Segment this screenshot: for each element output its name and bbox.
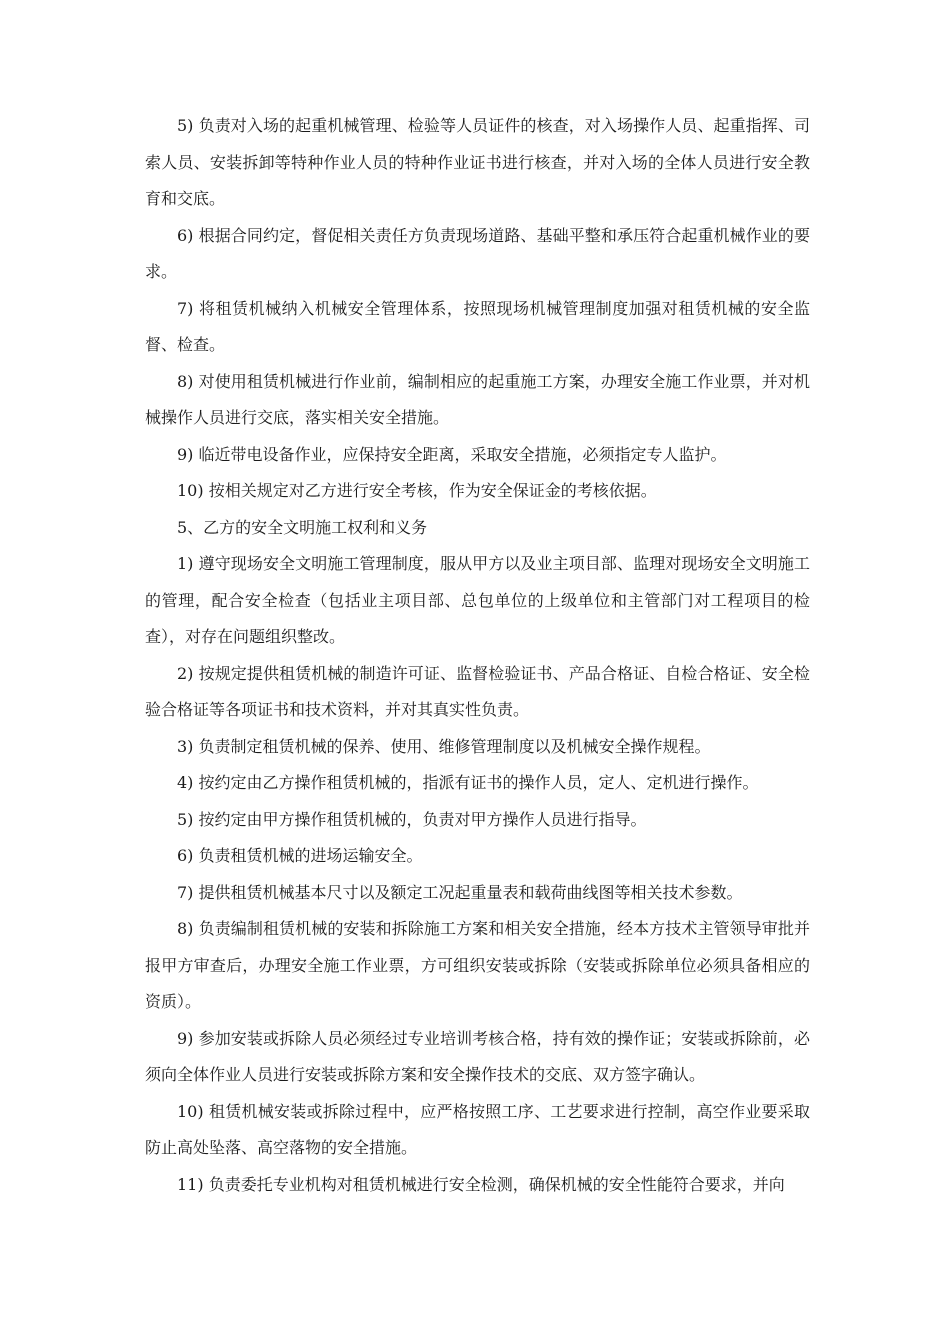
paragraph-item-1-party-b: 1) 遵守现场安全文明施工管理制度，服从甲方以及业主项目部、监理对现场安全文明施工的管理，配合安全检查（包括业主项目部、总包单位的上级单位和主管部门对工程项目的检查），对存在问题组织整改。: [145, 554, 810, 646]
paragraph-item-5-party-b: 5) 按约定由甲方操作租赁机械的，负责对甲方操作人员进行指导。: [177, 809, 647, 829]
document-body: [145, 108, 810, 1203]
section-heading-party-b: 5、乙方的安全文明施工权利和义务: [177, 517, 428, 537]
paragraph-item-10-party-b: 10) 租赁机械安装或拆除过程中，应严格按照工序、工艺要求进行控制，高空作业要采取防止高处坠落、高空落物的安全措施。: [145, 1101, 810, 1157]
paragraph-item-11-party-b: 11) 负责委托专业机构对租赁机械进行安全检测，确保机械的安全性能符合要求，并向: [177, 1174, 785, 1194]
paragraph-item-8-party-a: 8) 对使用租赁机械进行作业前，编制相应的起重施工方案，办理安全施工作业票，并对机械操作人员进行交底，落实相关安全措施。: [145, 371, 810, 427]
paragraph-item-7-party-a: 7) 将租赁机械纳入机械安全管理体系，按照现场机械管理制度加强对租赁机械的安全监督、检查。: [145, 298, 810, 354]
paragraph-item-3-party-b: 3) 负责制定租赁机械的保养、使用、维修管理制度以及机械安全操作规程。: [177, 736, 711, 756]
paragraph-item-9-party-b: 9) 参加安装或拆除人员必须经过专业培训考核合格，持有效的操作证；安装或拆除前，必须向全体作业人员进行安装或拆除方案和安全操作技术的交底、双方签字确认。: [145, 1028, 810, 1084]
paragraph-item-7-party-b: 7) 提供租赁机械基本尺寸以及额定工况起重量表和载荷曲线图等相关技术参数。: [177, 882, 743, 902]
paragraph-item-5-party-a: 5) 负责对入场的起重机械管理、检验等人员证件的核查，对入场操作人员、起重指挥、司索人员、安装拆卸等特种作业人员的特种作业证书进行核查，并对入场的全体人员进行安全教育和交底。: [145, 116, 810, 208]
paragraph-item-6-party-b: 6) 负责租赁机械的进场运输安全。: [177, 846, 423, 865]
paragraph-item-6-party-a: 6) 根据合同约定，督促相关责任方负责现场道路、基础平整和承压符合起重机械作业的要求。: [145, 225, 810, 281]
paragraph-item-9-party-a: 9) 临近带电设备作业，应保持安全距离，采取安全措施，必须指定专人监护。: [177, 444, 727, 464]
paragraph-item-8-party-b: 8) 负责编制租赁机械的安装和拆除施工方案和相关安全措施，经本方技术主管领导审批并报甲方审查后，办理安全施工作业票，方可组织安装或拆除（安装或拆除单位必须具备相应的资质）。: [145, 919, 810, 1011]
paragraph-item-4-party-b: 4) 按约定由乙方操作租赁机械的，指派有证书的操作人员，定人、定机进行操作。: [177, 773, 759, 792]
paragraph-item-10-party-a: 10) 按相关规定对乙方进行安全考核，作为安全保证金的考核依据。: [177, 481, 657, 500]
paragraph-item-2-party-b: 2) 按规定提供租赁机械的制造许可证、监督检验证书、产品合格证、自检合格证、安全检验合格证等各项证书和技术资料，并对其真实性负责。: [145, 663, 810, 719]
